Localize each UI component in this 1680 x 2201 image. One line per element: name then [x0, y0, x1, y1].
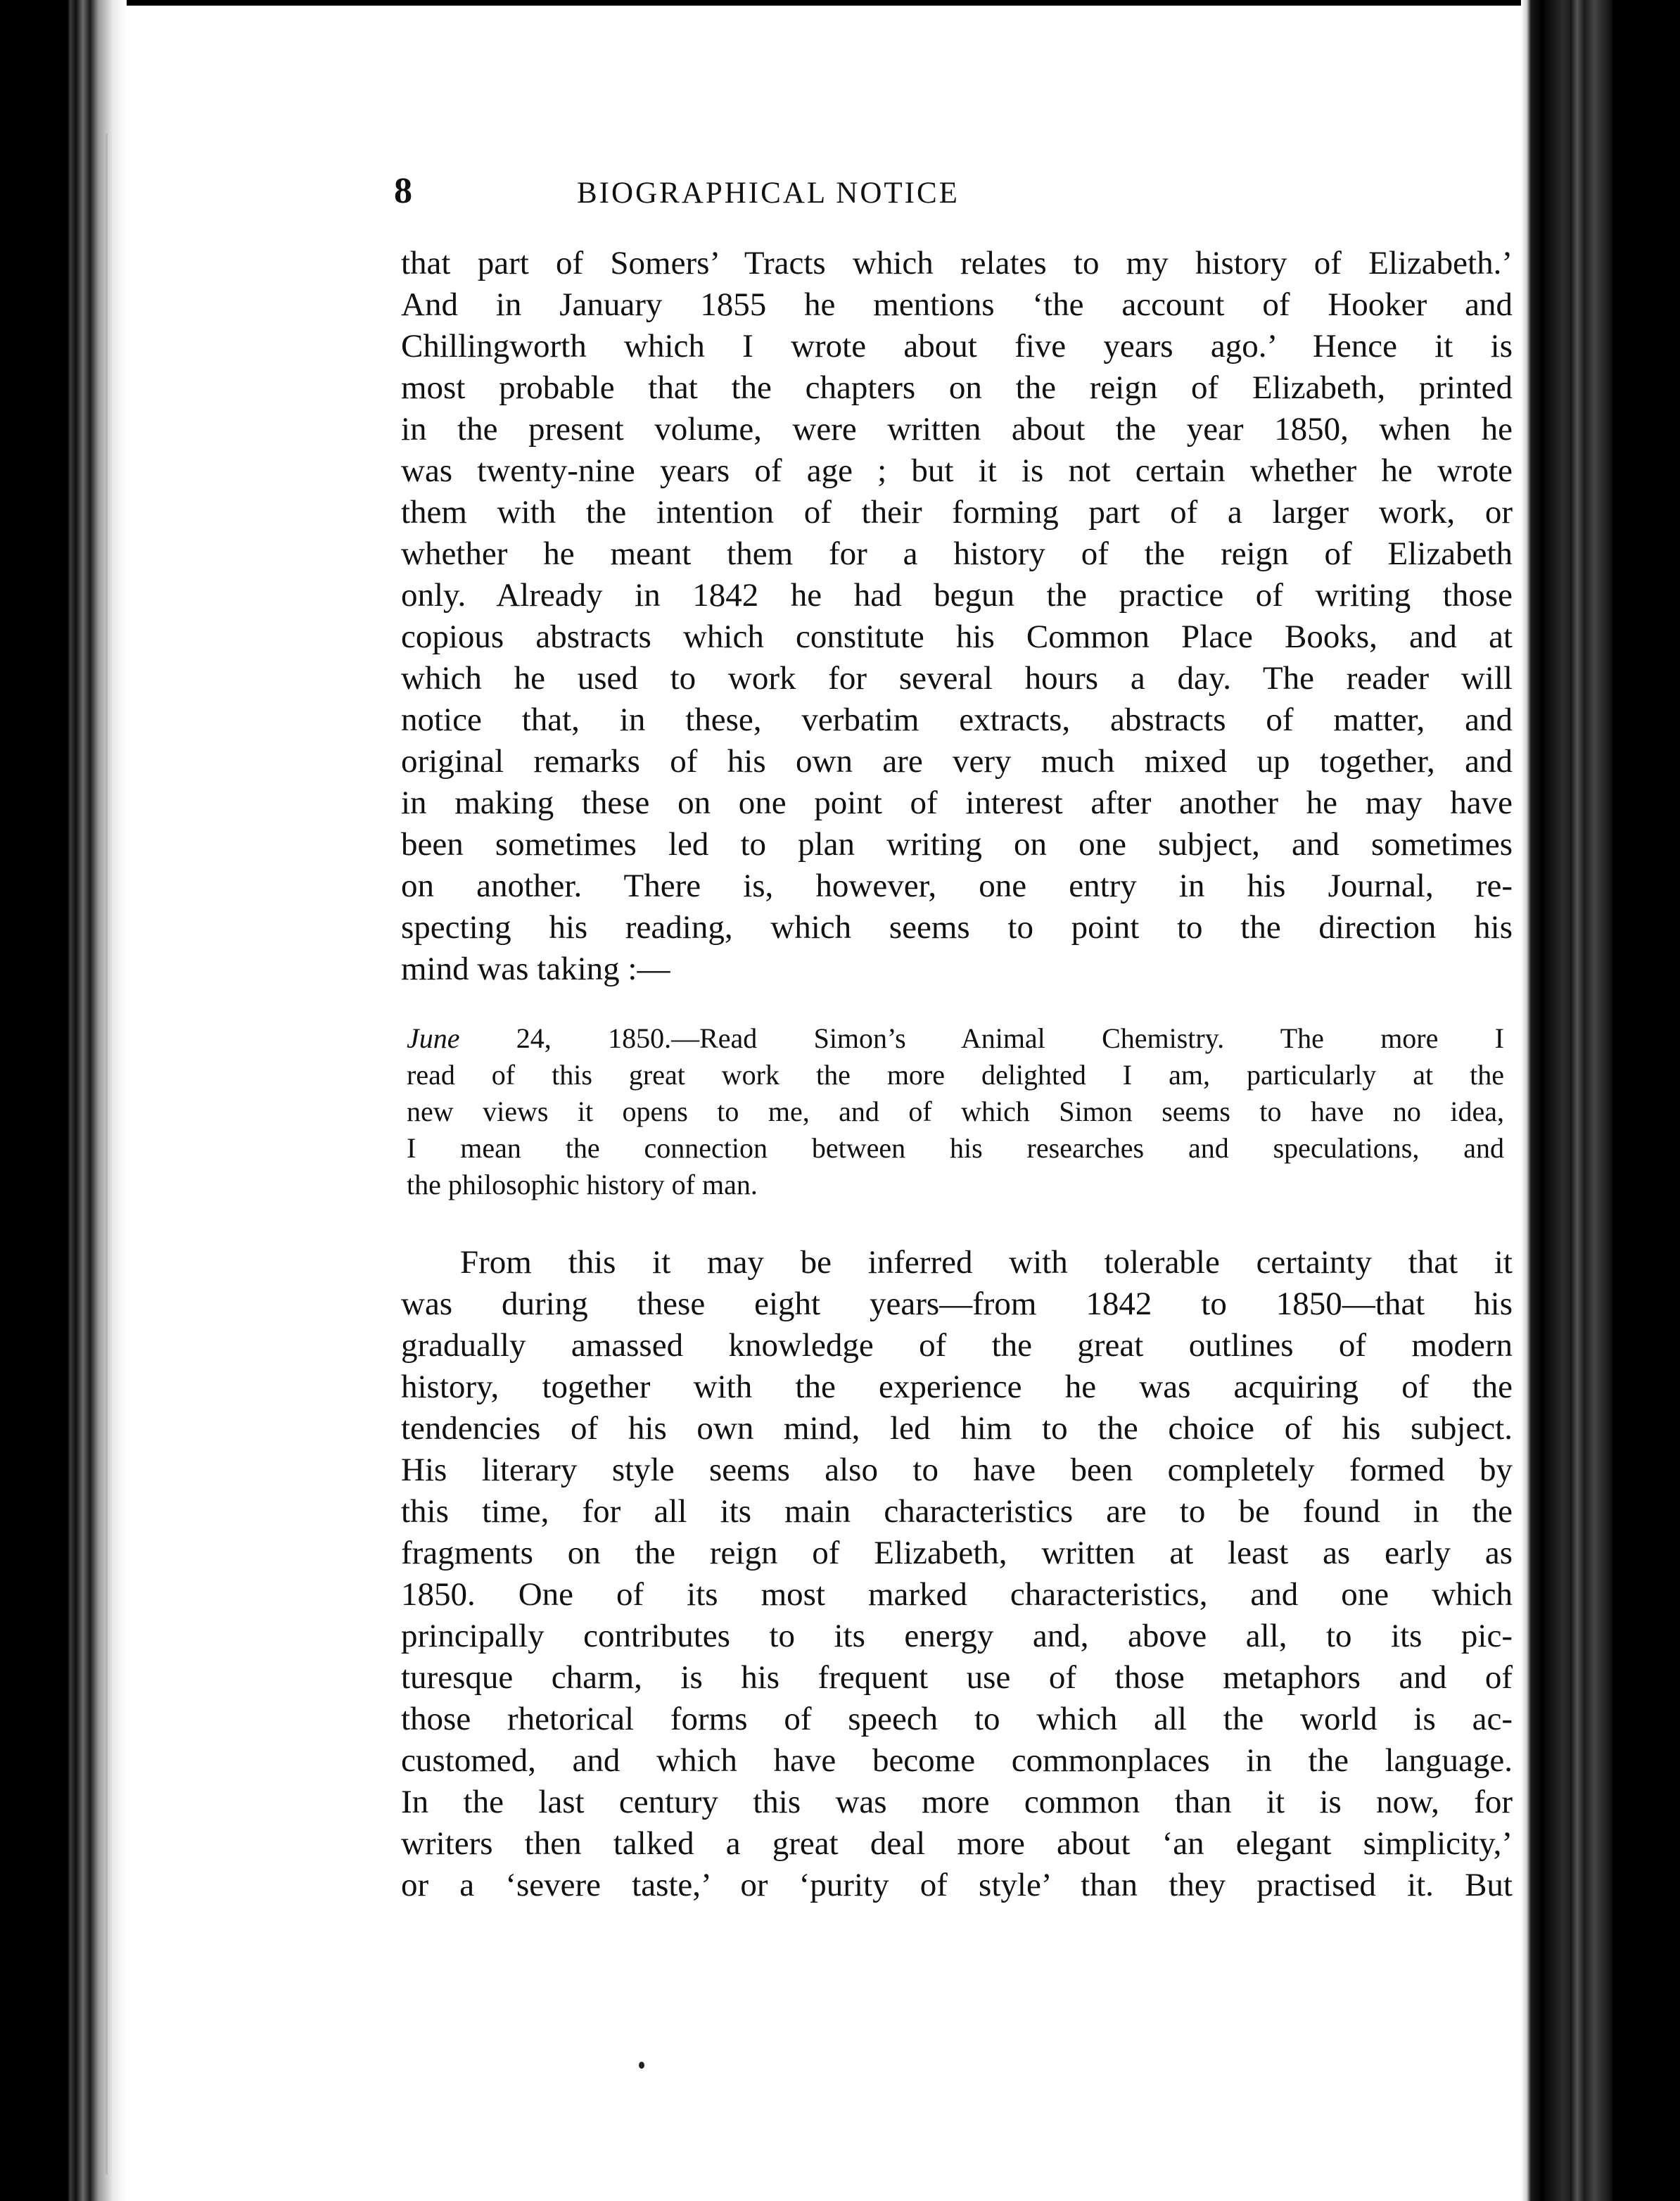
text-line: history, together with the experience he was acquiring of the	[401, 1369, 1513, 1405]
text-line: And in January 1855 he mentions ‘the account of Hooker and	[401, 286, 1513, 323]
scan-left-edge	[0, 0, 127, 2201]
text-line: In the last century this was more common than it is now, for	[401, 1784, 1513, 1820]
extract-line: I mean the connection between his researches and speculations, and	[407, 1132, 1504, 1164]
text-line: them with the intention of their forming part of a larger work, or	[401, 494, 1513, 531]
text-line: tendencies of his own mind, led him to the choice of his subject.	[401, 1410, 1513, 1447]
text-line: mind was taking :—	[401, 951, 670, 987]
journal-extract	[407, 1020, 1504, 1203]
scan-right-binding	[1570, 0, 1612, 2201]
text-line: or a ‘severe taste,’ or ‘purity of style’ than they practised it. But	[401, 1867, 1513, 1903]
scan-top-edge	[0, 0, 1680, 6]
text-line: only. Already in 1842 he had begun the practice of writing those	[401, 577, 1513, 614]
text-line: original remarks of his own are very much mixed up together, and	[401, 743, 1513, 780]
extract-line-rest: 24, 1850.—Read Simon’s Animal Chemistry. The more I	[459, 1022, 1504, 1054]
text-line: on another. There is, however, one entry in his Journal, re-	[401, 868, 1513, 904]
text-line: whether he meant them for a history of the reign of Elizabeth	[401, 535, 1513, 572]
text-line: was twenty-nine years of age ; but it is not certain whether he wrote	[401, 452, 1513, 489]
ink-speck	[639, 2062, 644, 2069]
page-number: 8	[394, 171, 412, 211]
text-line: fragments on the reign of Elizabeth, written at least as early as	[401, 1535, 1513, 1571]
text-line: gradually amassed knowledge of the great outlines of modern	[401, 1327, 1513, 1364]
paragraph-2	[401, 1242, 1513, 1906]
text-line: that part of Somers’ Tracts which relates to my history of Elizabeth.’	[401, 245, 1513, 281]
text-line: those rhetorical forms of speech to which all the world is ac-	[401, 1701, 1513, 1737]
book-page	[127, 7, 1520, 2195]
extract-date: June	[407, 1022, 460, 1054]
scan-left-margin-line	[106, 134, 108, 2174]
text-line: which he used to work for several hours a day. The reader will	[401, 660, 1513, 697]
extract-line	[407, 1020, 1504, 1057]
text-line: notice that, in these, verbatim extracts, abstracts of matter, and	[401, 702, 1513, 738]
text-line: 1850. One of its most marked characteristics, and one which	[401, 1576, 1513, 1613]
text-line: His literary style seems also to have been completely formed by	[401, 1452, 1513, 1488]
text-line: this time, for all its main characteristics are to be found in the	[401, 1493, 1513, 1530]
running-head: BIOGRAPHICAL NOTICE	[577, 177, 960, 210]
text-line: From this it may be inferred with tolerable certainty that it	[460, 1244, 1513, 1281]
text-line: been sometimes led to plan writing on one subject, and sometimes	[401, 826, 1513, 863]
text-line: Chillingworth which I wrote about five years ago.’ Hence it is	[401, 328, 1513, 364]
text-line: turesque charm, is his frequent use of those metaphors and of	[401, 1659, 1513, 1696]
extract-line: the philosophic history of man.	[407, 1169, 758, 1200]
text-line: most probable that the chapters on the reign of Elizabeth, printed	[401, 369, 1513, 406]
extract-line: new views it opens to me, and of which Simon seems to have no idea,	[407, 1096, 1504, 1127]
text-line: in making these on one point of interest after another he may have	[401, 785, 1513, 821]
page-header	[394, 170, 1224, 220]
text-line: was during these eight years—from 1842 to 1850—that his	[401, 1286, 1513, 1322]
text-line: principally contributes to its energy and, above all, to its pic-	[401, 1618, 1513, 1654]
text-line: copious abstracts which constitute his Common Place Books, and at	[401, 619, 1513, 655]
text-line: in the present volume, were written about the year 1850, when he	[401, 411, 1513, 448]
text-line: specting his reading, which seems to point to the direction his	[401, 909, 1513, 946]
text-line: customed, and which have become commonplaces in the language.	[401, 1742, 1513, 1779]
extract-line: read of this great work the more delighted I am, particularly at the	[407, 1059, 1504, 1091]
paragraph-1	[401, 243, 1513, 990]
text-line: writers then talked a great deal more about ‘an elegant simplicity,’	[401, 1825, 1513, 1862]
